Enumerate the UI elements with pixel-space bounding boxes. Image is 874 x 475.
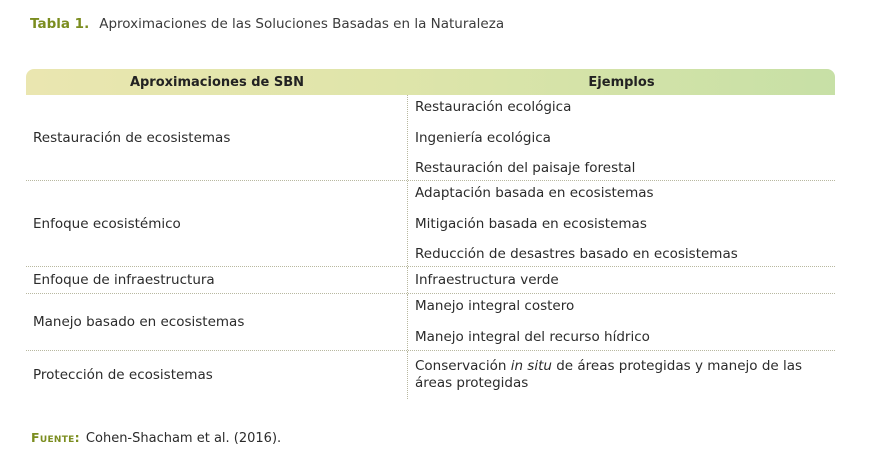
example-item: Infraestructura verde — [415, 271, 559, 288]
examples-cell — [408, 95, 835, 180]
approach-cell: Manejo basado en ecosistemas — [26, 294, 408, 350]
header-approaches: Aproximaciones de SBN — [129, 74, 305, 90]
example-item: Restauración ecológica — [415, 99, 572, 115]
example-text-italic: in situ — [510, 358, 552, 374]
example-item: Mitigación basada en ecosistemas — [415, 215, 647, 232]
table-row — [26, 267, 835, 294]
examples-cell — [408, 294, 835, 350]
approach-cell: Enfoque ecosistémico — [26, 181, 408, 266]
approach-cell: Protección de ecosistemas — [26, 351, 408, 399]
header-examples: Ejemplos — [588, 74, 655, 90]
approach-cell: Restauración de ecosistemas — [26, 95, 408, 180]
example-item: Manejo integral costero — [415, 298, 575, 314]
example-text-before: Conservación — [415, 358, 511, 374]
sbn-table — [26, 69, 835, 399]
approach-cell: Enfoque de infraestructura — [26, 267, 408, 293]
table-row — [26, 351, 835, 399]
table-row — [26, 181, 835, 267]
table-row — [26, 95, 835, 181]
caption-label: Tabla 1. — [30, 16, 90, 32]
source-label: Fuente: — [31, 430, 80, 445]
source-text: Cohen-Shacham et al. (2016). — [85, 431, 282, 446]
example-item: Adaptación basada en ecosistemas — [415, 185, 654, 201]
table-header — [26, 69, 835, 95]
example-item: Restauración del paisaje forestal — [415, 160, 636, 176]
examples-cell — [408, 351, 835, 399]
example-item: Manejo integral del recurso hídrico — [415, 329, 650, 345]
table-row — [26, 294, 835, 351]
example-text-after: de áreas protegidas y manejo de las áreas protegidas — [415, 358, 803, 391]
example-item: Reducción de desastres basado en ecosistemas — [415, 246, 738, 262]
source-note — [31, 430, 281, 446]
caption-text: Aproximaciones de las Soluciones Basadas en la Naturaleza — [99, 16, 505, 32]
examples-cell — [408, 267, 835, 293]
example-item — [415, 358, 815, 392]
example-item: Ingeniería ecológica — [415, 129, 551, 146]
examples-cell — [408, 181, 835, 266]
table-caption — [30, 15, 504, 33]
